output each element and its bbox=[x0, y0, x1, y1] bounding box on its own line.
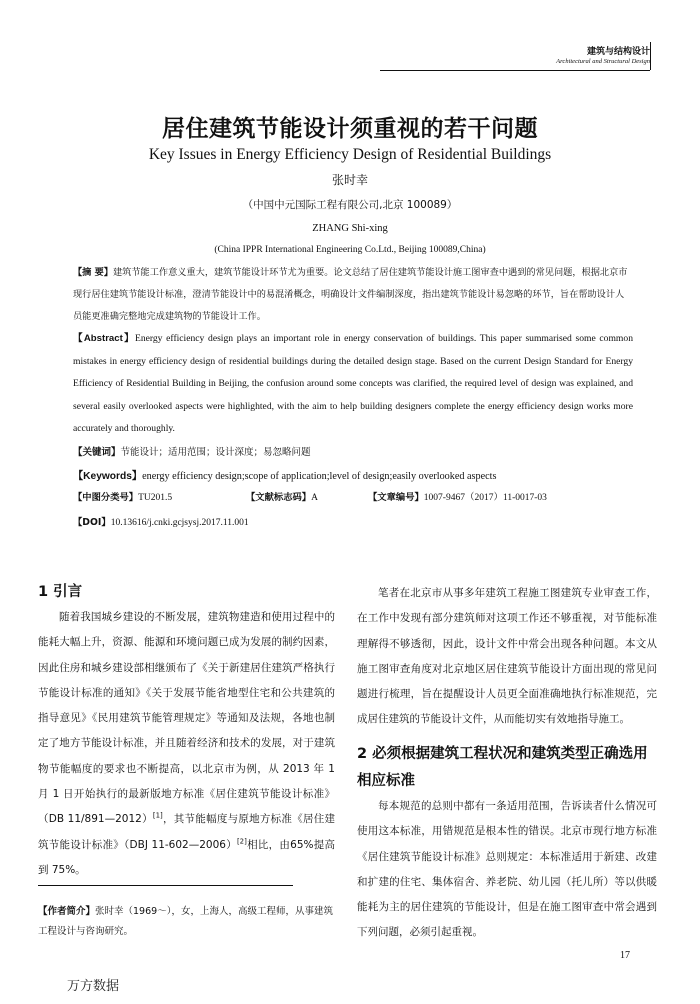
doi bbox=[73, 514, 249, 528]
doc-code-value: A bbox=[311, 493, 318, 503]
keywords-en-label: 【Keywords】 bbox=[73, 471, 143, 482]
section-1-title: 1 引言 bbox=[38, 584, 83, 600]
section-2-title: 2 必须根据建筑工程状况和建筑类型正确选用相应标准 bbox=[357, 746, 648, 789]
abstract-en-label: 【Abstract】 bbox=[73, 333, 135, 344]
keywords-cn-text: 节能设计；适用范围；设计深度；易忽略问题 bbox=[120, 447, 311, 458]
abstract-cn-text: 建筑节能工作意义重大，建筑节能设计环节尤为重要。论文总结了居住建筑节能设计施工图审查中遇到的常见问题，根据北京市现行居住建筑节能设计标准，澄清节能设计中的易混淆概念，明确设计文件编制深度，指出建筑节能设计易忽略的环节，旨在帮助设计人员能更准确完整地完成建筑物的节能设计工作。 bbox=[73, 267, 628, 322]
affiliation-cn: （中国中元国际工程有限公司,北京 100089） bbox=[242, 199, 458, 211]
watermark: 万方数据 bbox=[67, 979, 120, 994]
author-cn: 张时幸 bbox=[331, 173, 368, 187]
journal-name-cn: 建筑与结构设计 bbox=[586, 47, 650, 57]
abstract-cn-label: 【摘 要】 bbox=[73, 267, 113, 278]
article-title-en: Key Issues in Energy Efficiency Design of Residential Buildings bbox=[148, 146, 552, 163]
doi-value: 10.13616/j.cnki.gcjsysj.2017.11.001 bbox=[110, 518, 249, 528]
sec1-text-c: 相比，由65%提高到 75%。 bbox=[38, 838, 335, 876]
page-number: 17 bbox=[620, 950, 630, 961]
section-1-paragraph-2: 笔者在北京市从事多年建筑工程施工图建筑专业审查工作，在工作中发现有部分建筑师对这项工作还不够重视，对节能标准理解得不够透彻，因此，设计文件中常会出现各种问题。本文从施工图审查角度对北京地区居住建筑节能设计方面出现的常见问题进行梳理，旨在提醒设计人员更全面准确地执行标准规范，完成居住建筑的节能设计文件，从而能切实有效地指导施工。 bbox=[357, 587, 657, 726]
author-en: ZHANG Shi-xing bbox=[312, 223, 388, 234]
clc-label: 【中图分类号】 bbox=[73, 492, 139, 503]
doi-label: 【DOI】 bbox=[73, 517, 111, 528]
keywords-en bbox=[73, 467, 633, 482]
keywords-cn bbox=[73, 444, 633, 458]
journal-name-en: Architectural and Structural Design bbox=[556, 58, 650, 65]
article-title-cn: 居住建筑节能设计须重视的若干问题 bbox=[162, 116, 538, 142]
footnote-rule bbox=[38, 885, 293, 886]
section-2-paragraph-1: 每本规范的总则中都有一条适用范围，告诉读者什么情况可使用这本标准，用错规范是根本性的错误。北京市现行地方标准《居住建筑节能设计标准》总则规定：本标准适用于新建、改建和扩建的住宅、集体宿舍、养老院、幼儿园（托儿所）等以供暖能耗为主的居住建筑的节能设计，但是在施工图审查中常会遇到下列问题，必须引起重视。 bbox=[357, 800, 657, 939]
sec1-text-a: 随着我国城乡建设的不断发展，建筑物建造和使用过程中的能耗大幅上升，资源、能源和环境问题已成为发展的制约因素，因此住房和城乡建设部相继颁布了《关于新建居住建筑严格执行节能设计标准的通知》《关于发展节能省地型住宅和公共建筑的指导意见》《民用建筑节能管理规定》等通知及法规，各地也制定了地方节能设计标准，并且随着经济和技术的发展，对于建筑物节能幅度的要求也不断提高，以北京市为例，从 2013 年 1 月 1 日开始执行的最新版地方标准《居住建筑节能设计标准》（DB 11/891—2012） bbox=[38, 611, 335, 826]
document-code bbox=[246, 489, 318, 503]
abstract-cn bbox=[73, 262, 633, 328]
abstract-en bbox=[73, 328, 633, 441]
header-rule bbox=[380, 70, 650, 71]
clc-number bbox=[73, 489, 172, 503]
reference-1[interactable]: [1] bbox=[152, 811, 163, 820]
article-number-value: 1007-9467（2017）11-0017-03 bbox=[423, 493, 547, 503]
article-number bbox=[368, 489, 547, 503]
footnote-text: 张时幸（1969～），女，上海人，高级工程师，从事建筑工程设计与咨询研究。 bbox=[38, 906, 333, 937]
footnote-label: 【作者简介】 bbox=[38, 906, 96, 917]
keywords-cn-label: 【关键词】 bbox=[73, 447, 121, 458]
journal-header bbox=[556, 48, 650, 66]
article-number-label: 【文章编号】 bbox=[368, 492, 424, 503]
affiliation-en: (China IPPR International Engineering Co.Ltd., Beijing 100089,China) bbox=[214, 245, 486, 255]
reference-2[interactable]: [2] bbox=[236, 837, 247, 846]
abstract-en-text: Energy efficiency design plays an important role in energy conservation of buildings. This paper summarised some common mistakes in energy efficiency design of residential buildings during the detailed design stage. Based on the current Design Standard for Energy Efficiency of Residential Building in Beijing, the confusion around some concepts was clarified, the required level of design was explained, and several easily overlooked aspects were highlighted, with the aim to help building designers complete the energy efficiency design works more accurately and thoroughly. bbox=[73, 333, 633, 434]
section-1-paragraph-1 bbox=[38, 605, 335, 883]
header-vertical-rule bbox=[650, 42, 651, 70]
doc-code-label: 【文献标志码】 bbox=[246, 492, 312, 503]
sec1-text-b: ，其节能幅度与原地方标准《居住建筑节能设计标准》（DBJ 11-602—2006） bbox=[38, 813, 335, 851]
author-footnote bbox=[38, 902, 338, 942]
clc-value: TU201.5 bbox=[138, 493, 173, 503]
keywords-en-text: energy efficiency design;scope of application;level of design;easily overlooked aspects bbox=[142, 471, 497, 482]
